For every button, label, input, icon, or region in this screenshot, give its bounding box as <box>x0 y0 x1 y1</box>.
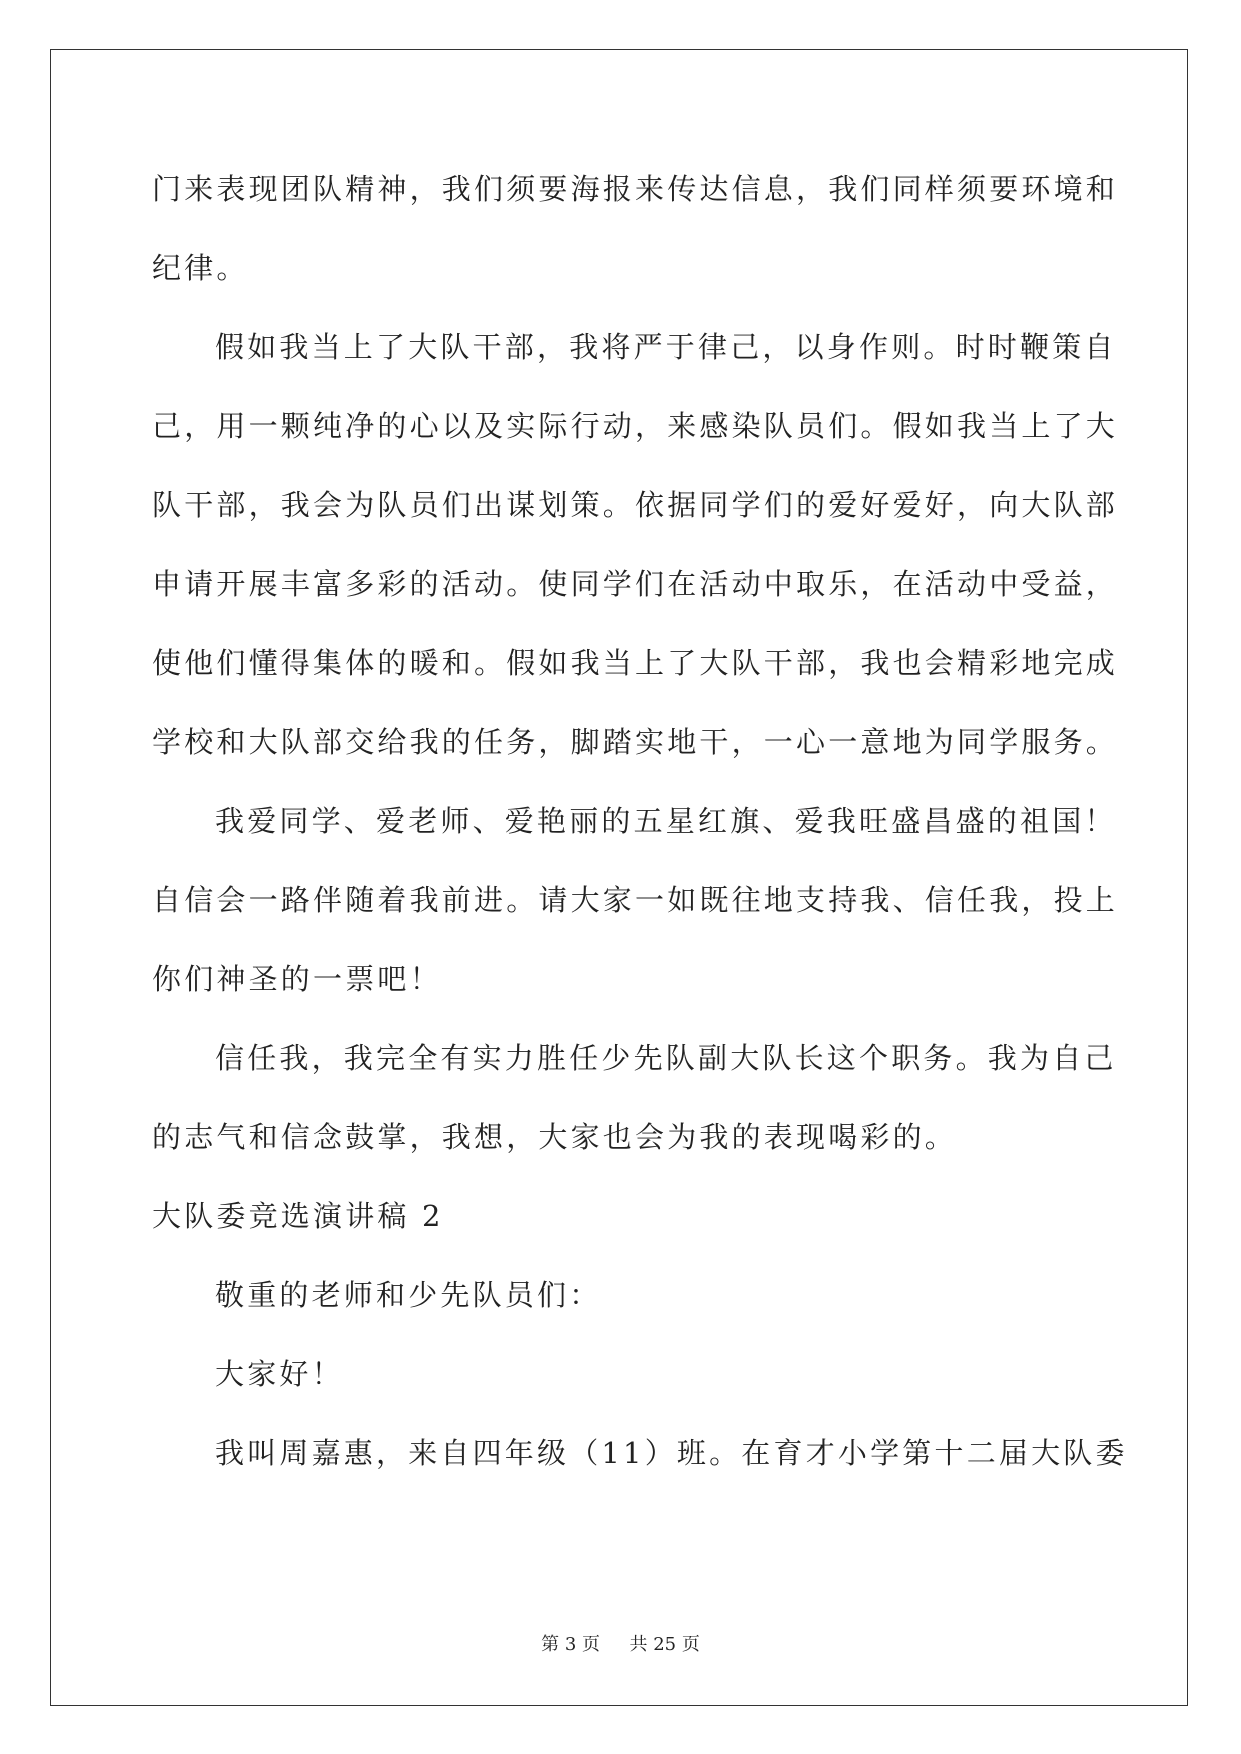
text-line: 自信会一路伴随着我前进。请大家一如既往地支持我、信任我，投上 <box>152 883 1119 917</box>
text-line: 你们神圣的一票吧！ <box>152 962 442 996</box>
section-heading: 大队委竞选演讲稿 2 <box>152 1199 444 1233</box>
text-line: 使他们懂得集体的暖和。假如我当上了大队干部，我也会精彩地完成 <box>152 646 1119 680</box>
text-line: 学校和大队部交给我的任务，脚踏实地干，一心一意地为同学服务。 <box>152 725 1119 759</box>
text-line: 门来表现团队精神，我们须要海报来传达信息，我们同样须要环境和 <box>152 172 1119 206</box>
greeting-line: 大家好！ <box>215 1357 344 1391</box>
salutation-line: 敬重的老师和少先队员们： <box>215 1278 602 1312</box>
text-line: 队干部，我会为队员们出谋划策。依据同学们的爱好爱好，向大队部 <box>152 488 1119 522</box>
text-line: 申请开展丰富多彩的活动。使同学们在活动中取乐，在活动中受益， <box>152 567 1119 601</box>
text-line: 的志气和信念鼓掌，我想，大家也会为我的表现喝彩的。 <box>152 1120 958 1154</box>
paragraph-start-line: 我爱同学、爱老师、爱艳丽的五星红旗、爱我旺盛昌盛的祖国！ <box>215 804 1117 838</box>
paragraph-start-line: 假如我当上了大队干部，我将严于律己，以身作则。时时鞭策自 <box>215 330 1117 364</box>
paragraph-start-line: 信任我，我完全有实力胜任少先队副大队长这个职务。我为自己 <box>215 1041 1117 1075</box>
text-line: 己，用一颗纯净的心以及实际行动，来感染队员们。假如我当上了大 <box>152 409 1119 443</box>
page-number: 第 3 页 <box>541 1634 601 1655</box>
text-line: 纪律。 <box>152 251 249 285</box>
total-pages: 共 25 页 <box>629 1634 700 1655</box>
paragraph-start-line: 我叫周嘉惠，来自四年级（11）班。在育才小学第十二届大队委 <box>215 1436 1128 1470</box>
page-footer <box>0 1630 1241 1656</box>
